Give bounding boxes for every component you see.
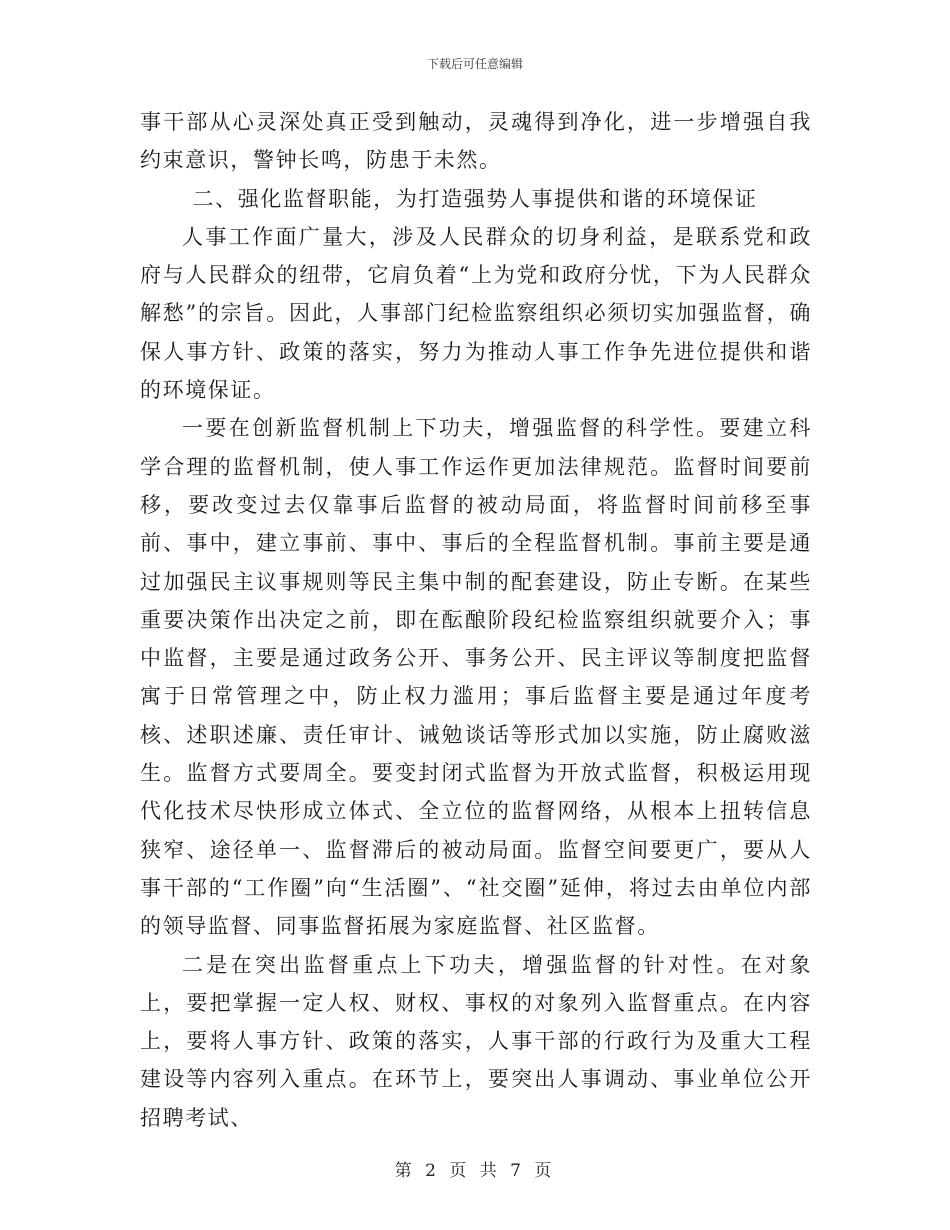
document-body [140, 103, 812, 1137]
section-heading: 二、强化监督职能，为打造强势人事提供和谐的环境保证 [192, 186, 758, 211]
paragraph: 二是在突出监督重点上下功夫，增强监督的针对性。在对象上，要把掌握一定人权、财权、事权的对象列入监督重点。在内容上，要将人事方针、政策的落实，人事干部的行政行为及重大工程建设等内容列入重点。在环节上，要突出人事调动、事业单位公开招聘考试、 [140, 952, 812, 1130]
paragraph: 人事工作面广量大，涉及人民群众的切身利益，是联系党和政府与人民群众的纽带，它肩负着“上为党和政府分忧，下为人民群众解愁”的宗旨。因此，人事部门纪检监察组织必须切实加强监督，确保人事方针、政策的落实，努力为推动人事工作争先进位提供和谐的环境保证。 [140, 224, 812, 403]
header-note: 下载后可任意编辑 [426, 57, 523, 71]
paragraph: 一要在创新监督机制上下功夫，增强监督的科学性。要建立科学合理的监督机制，使人事工作运作更加法律规范。监督时间要前移，要改变过去仅靠事后监督的被动局面，将监督时间前移至事前、事中，建立事前、事中、事后的全程监督机制。事前主要是通过加强民主议事规则等民主集中制的配套建设，防止专断。在某些重要决策作出决定之前，即在酝酿阶段纪检监察组织就要介入；事中监督，主要是通过政务公开、事务公开、民主评议等制度把监督寓于日常管理之中，防止权力滥用；事后监督主要是通过年度考核、述职述廉、责任审计、诫勉谈话等形式加以实施，防止腐败滋生。监督方式要周全。要变封闭式监督为开放式监督，积极运用现代化技术尽快形成立体式、全立位的监督网络，从根本上扭转信息狭窄、途径单一、监督滞后的被动局面。监督空间要更广，要从人事干部的“工作圈”向“生活圈”、“社交圈”延伸，将过去由单位内部的领导监督、同事监督拓展为家庭监督、社区监督。 [140, 416, 812, 939]
paragraph-continuation: 事干部从心灵深处真正受到触动，灵魂得到净化，进一步增强自我约束意识，警钟长鸣，防患于未然。 [140, 110, 812, 173]
page-number: 第 2 页 共 7 页 [394, 1161, 556, 1181]
